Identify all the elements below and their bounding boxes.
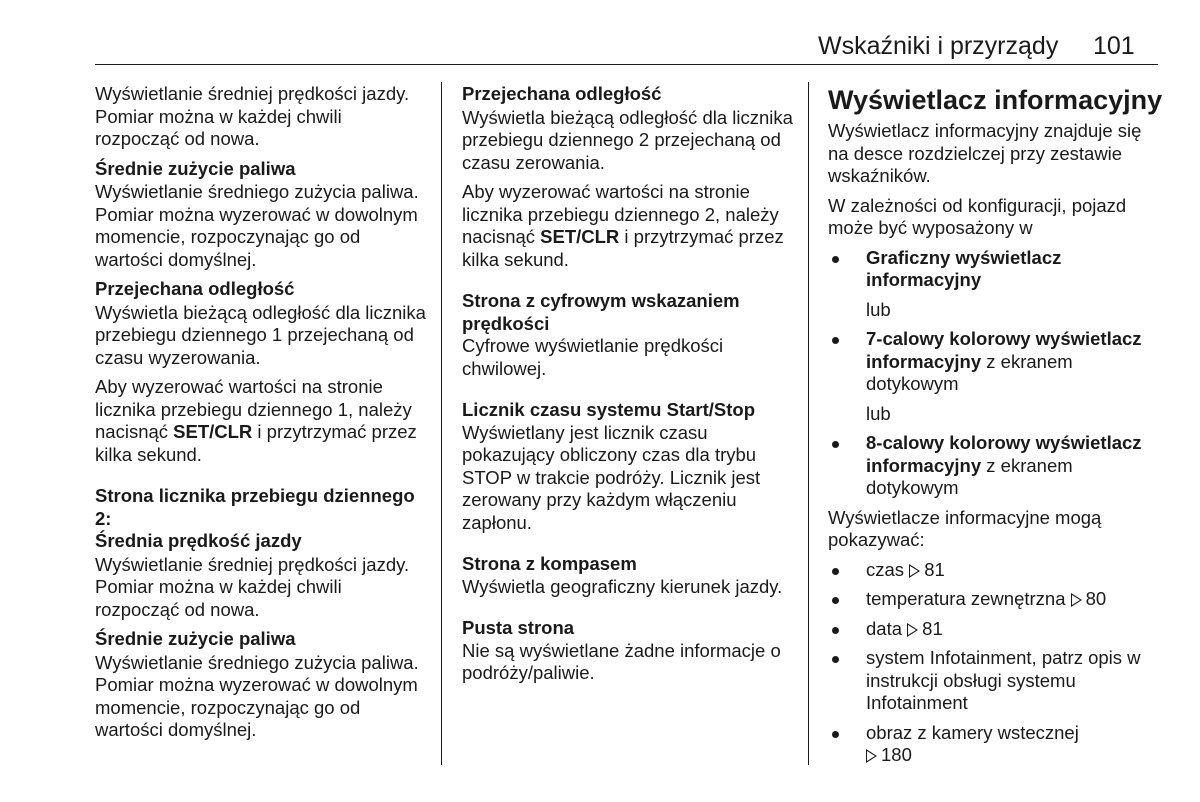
bullet-icon: [832, 656, 839, 663]
bullet-icon: [832, 731, 839, 738]
display-options-list-2: [828, 328, 1163, 396]
start-stop-text: Wyświetlany jest licznik czasu pokazujący obliczony czas dla trybu STOP w trakcie podróży. Licznik jest zerowany przy każdym włączeniu zapłonu.: [462, 421, 761, 533]
section-title: Wyświetlacz informacyjny: [828, 85, 1163, 115]
configuration-text: W zależności od konfiguracji, pojazd może być wyposażony w: [828, 194, 1127, 238]
empty-page-heading: Pusta strona: [462, 617, 575, 638]
distance-heading-2: Przejechana odległość: [462, 83, 662, 104]
display-options-list: [828, 247, 1163, 292]
display-location-text: Wyświetlacz informacyjny znajduje się na desce rozdzielczej przy zestawie wskaźników.: [828, 120, 1142, 186]
column-divider-left: [441, 82, 442, 765]
trip2-heading: Strona licznika przebiegu dziennego 2:: [95, 485, 415, 529]
digital-speed-text: Cyfrowe wyświetlanie prędkości chwilowej.: [462, 335, 724, 379]
page-reference[interactable]: 81: [922, 617, 943, 639]
avg-speed-heading: Średnia prędkość jazdy: [95, 530, 302, 551]
compass-text: Wyświetla geograficzny kierunek jazdy.: [462, 575, 783, 597]
running-header-title: Wskaźniki i przyrządy: [818, 32, 1059, 60]
list-item: obraz z kamery wstecznej 180: [828, 722, 1163, 767]
empty-page-text: Nie są wyświetlane żadne informacje o podróży/paliwie.: [462, 639, 781, 683]
page-reference-icon: [909, 564, 920, 578]
page-reference-icon: [1071, 593, 1082, 607]
bullet-icon: [832, 597, 839, 604]
page-reference-icon: [907, 623, 918, 637]
avg-speed-text: Wyświetlanie średniej prędkości jazdy. Pomiar można w każdej chwili rozpocząć od nowa.: [95, 83, 410, 149]
or-text-2: lub: [866, 402, 891, 424]
display-content-list: [828, 559, 1163, 767]
list-item: czas 81: [828, 559, 1163, 582]
avg-fuel-heading: Średnie zużycie paliwa: [95, 157, 296, 179]
bullet-icon: [832, 568, 839, 575]
reset-instruction-2: Aby wyzerować wartości na stronie licznika przebiegu dziennego 2, należy nacisnąć SET/CLR i przytrzymać przez kilka sekund.: [462, 181, 784, 270]
set-clr-label: SET/CLR: [173, 421, 253, 442]
page-reference-icon: [866, 749, 877, 763]
page-reference[interactable]: 180: [881, 744, 912, 765]
bullet-icon: [832, 441, 839, 448]
list-item: 8-calowy kolorowy wyświetlacz informacyjny z ekranem dotykowym: [828, 432, 1163, 500]
column-2: [462, 83, 797, 692]
or-text: lub: [866, 298, 891, 320]
page-number: 101: [1093, 32, 1135, 60]
column-divider-right: [808, 82, 809, 765]
distance-text-2: Wyświetla bieżącą odległość dla licznika przebiegu dziennego 2 przejechaną od czasu zerowania.: [462, 106, 793, 173]
page-reference[interactable]: 81: [924, 558, 945, 580]
reset-instruction: Aby wyzerować wartości na stronie licznika przebiegu dziennego 1, należy nacisnąć SET/CLR i przytrzymać przez kilka sekund.: [95, 376, 417, 465]
bullet-icon: [832, 256, 839, 263]
distance-text: Wyświetla bieżącą odległość dla licznika przebiegu dziennego 1 przejechaną od czasu wyzerowania.: [95, 301, 426, 368]
avg-fuel-text-2: Wyświetlanie średniego zużycia paliwa. Pomiar można wyzerować w dowolnym momencie, rozpoczynając go od wartości domyślnej.: [95, 651, 419, 740]
display-content-intro: Wyświetlacze informacyjne mogą pokazywać:: [828, 506, 1102, 550]
list-item: Graficzny wyświetlacz informacyjny: [828, 247, 1163, 292]
avg-fuel-heading-2: Średnie zużycie paliwa: [95, 628, 296, 649]
list-item: temperatura zewnętrzna 80: [828, 588, 1163, 611]
header-rule: [95, 64, 1158, 65]
bullet-icon: [832, 337, 839, 344]
list-item: data 81: [828, 618, 1163, 641]
avg-speed-text-2: Wyświetlanie średniej prędkości jazdy. Pomiar można w każdej chwili rozpocząć od nowa.: [95, 553, 410, 620]
page-reference[interactable]: 80: [1085, 588, 1107, 609]
distance-heading: Przejechana odległość: [95, 278, 295, 299]
column-3: [828, 83, 1163, 774]
start-stop-heading: Licznik czasu systemu Start/Stop: [462, 399, 756, 420]
display-options-list-3: [828, 432, 1163, 500]
column-1: [95, 83, 430, 749]
list-item: 7-calowy kolorowy wyświetlacz informacyjny z ekranem dotykowym: [828, 328, 1163, 396]
list-item: system Infotainment, patrz opis w instrukcji obsługi systemu Infotainment: [828, 647, 1163, 715]
avg-fuel-text: Wyświetlanie średniego zużycia paliwa. Pomiar można wyzerować w dowolnym momencie, rozpoczynając go od wartości domyślnej.: [95, 181, 419, 270]
digital-speed-heading: Strona z cyfrowym wskazaniem prędkości: [462, 290, 740, 334]
bullet-icon: [832, 627, 839, 634]
set-clr-label-2: SET/CLR: [540, 226, 620, 247]
compass-heading: Strona z kompasem: [462, 553, 637, 574]
